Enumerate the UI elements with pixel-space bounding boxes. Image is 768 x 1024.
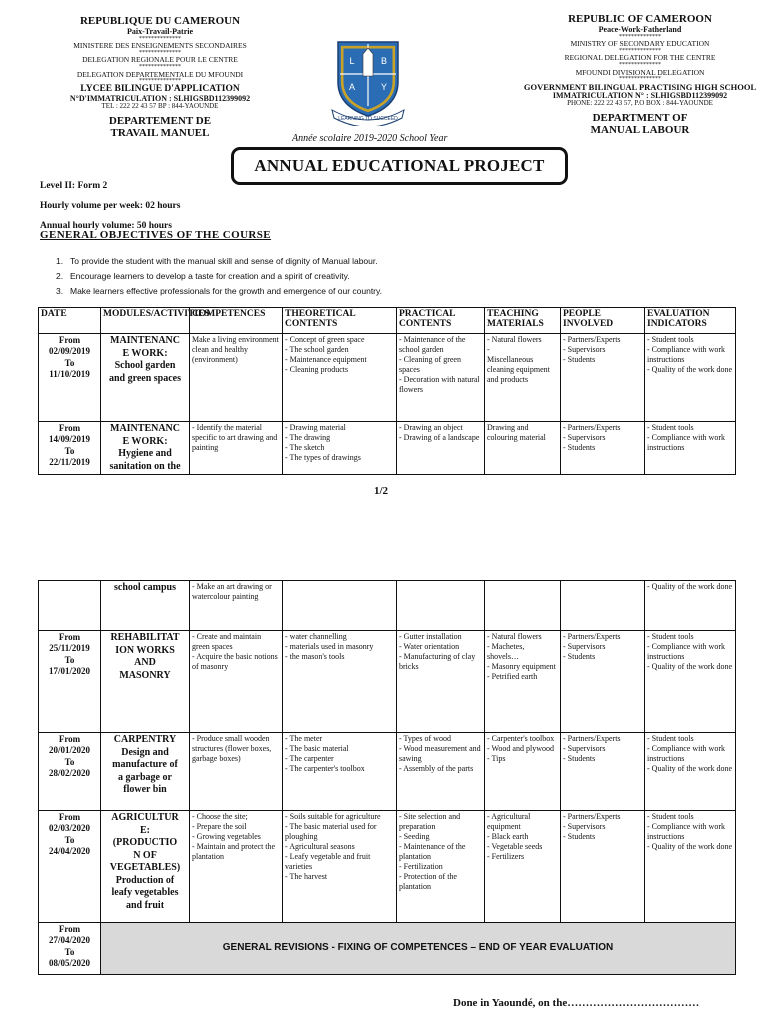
header-right [520,14,760,137]
table-row [39,581,736,631]
phone-fr: TEL : 222 22 43 57 BP : 844-YAOUNDE [101,102,219,111]
module-cell: MAINTENANC E WORK: School garden and green spaces [101,334,190,422]
school-name-en: GOVERNMENT BILINGUAL PRACTISING HIGH SCHOOL [523,81,757,92]
people-cell: - Partners/Experts - Supervisors - Students [561,811,645,923]
revision-date: From 27/04/2020 To 08/05/2020 [39,923,101,975]
motto-fr: Paix-Travail-Patrie [126,26,194,36]
registration-fr: N°D'IMMATRICULATION : SLHIGSBD112399092 [69,93,251,103]
theoretical-cell: - Concept of green space - The school garden - Maintenance equipment - Cleaning products [283,334,397,422]
separator: ************** [139,78,181,85]
department-en: DEPARTMENT OF MANUAL LABOUR [590,112,690,136]
theoretical-cell: - water channelling - materials used in masonry - the mason's tools [283,631,397,733]
document-title: ANNUAL EDUCATIONAL PROJECT [231,147,568,185]
revision-row [39,923,736,975]
registration-en: IMMATRICULATION N° : SLHIGSBD112399092 [552,90,728,100]
table-header-row [39,308,736,334]
table-row [39,334,736,422]
theoretical-cell: - Drawing material - The drawing - The sketch - The types of drawings [283,422,397,475]
module-cell: school campus [101,581,190,631]
table-row [39,811,736,923]
country-fr: REPUBLIQUE DU CAMEROUN [79,15,241,27]
people-cell: - Partners/Experts - Supervisors - Students [561,733,645,811]
practical-cell: - Gutter installation - Water orientation - Manufacturing of clay bricks [397,631,485,733]
competences-cell: - Choose the site; - Prepare the soil - Growing vegetables - Maintain and protect the plantation [190,811,283,923]
practical-cell: - Types of wood - Wood measurement and sawing - Assembly of the parts [397,733,485,811]
separator: ************** [619,48,661,55]
practical-cell: - Site selection and preparation - Seeding - Maintenance of the plantation - Fertilization - Protection of the plantation [397,811,485,923]
module-cell: CARPENTRY Design and manufacture of a garbage or flower bin [101,733,190,811]
motto-en: Peace-Work-Fatherland [598,24,682,34]
table-row [39,733,736,811]
evaluation-cell: - Student tools - Compliance with work instructions - Quality of the work done [645,811,736,923]
division-en: MFOUNDI DIVISIONAL DELEGATION [575,67,705,77]
theoretical-cell: - The meter - The basic material - The carpenter - The carpenter's toolbox [283,733,397,811]
evaluation-cell: - Student tools - Compliance with work instructions - Quality of the work done [645,631,736,733]
practical-cell [397,581,485,631]
department-fr: DEPARTEMENT DE TRAVAIL MANUEL [108,115,212,139]
separator: ************** [139,35,181,42]
date-cell: From 02/03/2020 To 24/04/2020 [39,811,101,923]
competences-cell: - Identify the material specific to art drawing and painting [190,422,283,475]
materials-cell: - Agricultural equipment - Black earth - Vegetable seeds - Fertilizers [485,811,561,923]
competences-cell: - Make an art drawing or watercolour painting [190,581,283,631]
division-fr: DELEGATION DEPARTEMENTALE DU MFOUNDI [76,69,244,79]
date-cell: From 20/01/2020 To 28/02/2020 [39,733,101,811]
table-row [39,631,736,733]
module-cell: MAINTENANC E WORK: Hygiene and sanitation on the [101,422,190,475]
materials-cell: - Natural flowers - Miscellaneous cleaning equipment and products [485,334,561,422]
evaluation-cell: - Student tools - Compliance with work instructions [645,422,736,475]
plan-table-page-1 [38,307,736,475]
school-year: Année scolaire 2019-2020 School Year [292,133,448,144]
country-en: REPUBLIC OF CAMEROON [568,13,712,25]
annual-volume: Annual hourly volume: 50 hours [40,221,172,231]
list-item: 2. Encourage learners to develop a taste for creation and a spirit of creativity. [56,271,350,281]
people-cell [561,581,645,631]
col-competences: COMPETENCES [190,308,283,334]
phone-en: PHONE: 222 22 43 57, P.O BOX : 844-YAOUNDE [567,99,713,108]
crest-letter: A [348,82,356,92]
evaluation-cell: - Student tools - Compliance with work instructions - Quality of the work done [645,733,736,811]
separator: ************** [619,76,661,83]
practical-cell: - Maintenance of the school garden - Cleaning of green spaces - Decoration with natural flowers [397,334,485,422]
theoretical-cell [283,581,397,631]
ministry-fr: MINISTERE DES ENSEIGNEMENTS SECONDAIRES [73,41,247,51]
crest-letter: L [349,56,355,66]
practical-cell: - Drawing an object - Drawing of a landscape [397,422,485,475]
materials-cell [485,581,561,631]
col-practical: PRACTICAL CONTENTS [397,308,485,334]
col-modules: MODULES/ACTIVITIES [101,308,190,334]
competences-cell: - Create and maintain green spaces - Acquire the basic notions of masonry [190,631,283,733]
level: Level II: Form 2 [40,181,108,191]
crest-banner: LEARNING TO SUCCEED [338,116,398,122]
competences-cell: - Produce small wooden structures (flower boxes, garbage boxes) [190,733,283,811]
region-fr: DELEGATION REGIONALE POUR LE CENTRE [82,55,238,65]
materials-cell: - Natural flowers - Machetes, shovels… - Masonry equipment - Petrified earth [485,631,561,733]
list-item: 3. Make learners effective professionals for the growth and emergence of our country. [56,286,382,296]
separator: ************** [139,64,181,71]
col-materials: TEACHING MATERIALS [485,308,561,334]
evaluation-cell: - Quality of the work done [645,581,736,631]
date-cell [39,581,101,631]
date-cell: From 25/11/2019 To 17/01/2020 [39,631,101,733]
evaluation-cell: - Student tools - Compliance with work instructions - Quality of the work done [645,334,736,422]
theoretical-cell: - Soils suitable for agriculture - The basic material used for ploughing - Agricultural seasons - Leafy vegetable and fruit varieties - The harvest [283,811,397,923]
page-number: 1/2 [374,485,389,497]
module-cell: AGRICULTUR E: (PRODUCTIO N OF VEGETABLES) Production of leafy vegetables and fruit [101,811,190,923]
module-cell: REHABILITAT ION WORKS AND MASONRY [101,631,190,733]
col-evaluation: EVALUATION INDICATORS [645,308,736,334]
ministry-en: MINISTRY OF SECONDARY EDUCATION [570,39,710,49]
col-date: DATE [39,308,101,334]
school-name-fr: LYCEE BILINGUE D'APPLICATION [80,83,240,94]
school-crest-logo [330,36,406,126]
separator: ************** [139,50,181,57]
col-people: PEOPLE INVOLVED [561,308,645,334]
objectives-list [56,254,382,299]
general-objectives-heading: GENERAL OBJECTIVES OF THE COURSE [40,229,272,241]
crest-letter: B [380,56,388,66]
competences-cell: Make a living environment clean and healthy (environment) [190,334,283,422]
revision-text: GENERAL REVISIONS - FIXING OF COMPETENCES – END OF YEAR EVALUATION [101,923,736,975]
date-cell: From 14/09/2019 To 22/11/2019 [39,422,101,475]
plan-table-page-2 [38,580,736,975]
people-cell: - Partners/Experts - Supervisors - Students [561,422,645,475]
materials-cell: Drawing and colouring material [485,422,561,475]
people-cell: - Partners/Experts - Supervisors - Students [561,631,645,733]
separator: ************** [619,33,661,40]
course-meta [40,176,180,236]
col-theoretical: THEORETICAL CONTENTS [283,308,397,334]
list-item: 1. To provide the student with the manual skill and sense of dignity of Manual labour. [56,256,378,266]
done-in-signature-line: Done in Yaoundé, on the……………………………… [453,997,700,1009]
hourly-volume: Hourly volume per week: 02 hours [40,201,181,211]
date-cell: From 02/09/2019 To 11/10/2019 [39,334,101,422]
table-row [39,422,736,475]
separator: ************** [619,62,661,69]
header-left [10,16,310,140]
region-en: REGIONAL DELEGATION FOR THE CENTRE [564,53,716,63]
materials-cell: - Carpenter's toolbox - Wood and plywood - Tips [485,733,561,811]
crest-letter: Y [380,82,388,92]
people-cell: - Partners/Experts - Supervisors - Students [561,334,645,422]
